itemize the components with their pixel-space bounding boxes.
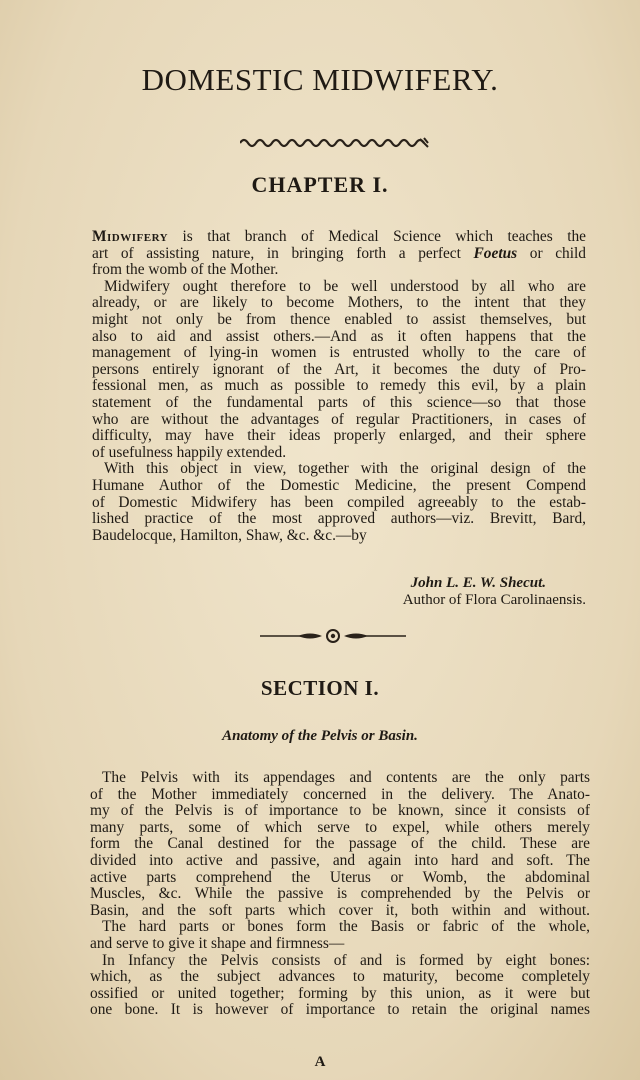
section-heading: SECTION I. [260,676,380,700]
text-line: of Domestic Midwifery has been compiled agreeably to the estab- [92,493,586,511]
page-title: DOMESTIC MIDWIFERY. [141,62,499,97]
text-line: might not only be from thence enabled to assist themselves, but [92,310,586,328]
text-line: form the Canal destined for the passage of the child. These are [90,835,590,853]
printer-signature-mark: A [314,1054,326,1070]
text-line: Midwifery is that branch of Medical Science which teaches the [92,228,586,245]
text-line: difficulty, may have their ideas properly enlarged, and their sphere [92,427,586,445]
rule-ornament [258,628,408,644]
text-line: Muscles, &c. While the passive is comprehended by the Pelvis or [90,885,590,903]
text-line: The Pelvis with its appendages and contents are the only parts [102,769,590,786]
text-line: lished practice of the most approved authors—viz. Brevitt, Bard, [92,510,586,528]
text-line: my of the Pelvis is of importance to be known, since it consists of [90,802,590,820]
text-line: In Infancy the Pelvis consists of and is formed by eight bones: [102,951,590,969]
text-line: Humane Author of the Domestic Medicine, the present Compend [92,476,586,494]
text-line: art of assisting nature, in bringing forth a perfect Foetus or child [92,244,587,262]
body-text [90,770,590,1019]
text-line: already, or are likely to become Mothers, to the intent that they [92,294,586,312]
author-credit: Author of Flora Carolinaensis. [402,592,586,608]
wave-ornament [240,136,430,150]
text-line: active parts comprehend the Uterus or Womb, the abdominal [90,868,590,886]
text-line: statement of the fundamental parts of this science—so that those [92,393,586,411]
chapter-heading: CHAPTER I. [251,172,389,197]
text-line: Basin, and the soft parts which cover it, both within and without. [90,901,590,919]
intro-text [92,229,586,544]
text-line: fessional men, as much as possible to remedy this evil, by a plain [92,377,586,395]
lead-word: Midwifery [92,228,169,245]
text-line: and serve to give it shape and firmness— [90,934,345,952]
section-subtitle: Anatomy of the Pelvis or Basin. [222,728,418,744]
text-line: which, as the subject advances to maturity, become completely [90,968,590,986]
text-line: many parts, some of which serve to expel, while others merely [90,818,590,836]
text-line: With this object in view, together with the original design of the [104,460,586,478]
text-line: divided into active and passive, and again into hard and soft. The [90,851,590,869]
text-line: ossified or united together; forming by this union, as it were but [90,984,590,1002]
text-line: Baudelocque, Hamilton, Shaw, &c. &c.—by [92,526,367,544]
text-line: management of lying-in women is entrusted wholly to the care of [92,344,586,362]
text-line: from the womb of the Mother. [92,261,279,279]
text-line: one bone. It is however of importance to retain the original names [90,1001,590,1019]
text-line: of the Mother immediately concerned in the delivery. The Anato- [90,785,590,803]
text-line: persons entirely ignorant of the Art, it becomes the duty of Pro- [92,360,586,378]
text-line: who are without the advantages of regular Practitioners, in cases of [92,410,586,428]
text-line: of usefulness happily extended. [92,443,287,461]
author-name: John L. E. W. Shecut. [410,575,546,591]
author-signature [92,575,586,609]
text-line: also to aid and assist others.—And as it often happens that the [92,327,586,345]
text-line: The hard parts or bones form the Basis or fabric of the whole, [102,918,590,936]
foetus-term: Foetus [473,244,518,262]
text-line: Midwifery ought therefore to be well understood by all who are [104,277,586,295]
